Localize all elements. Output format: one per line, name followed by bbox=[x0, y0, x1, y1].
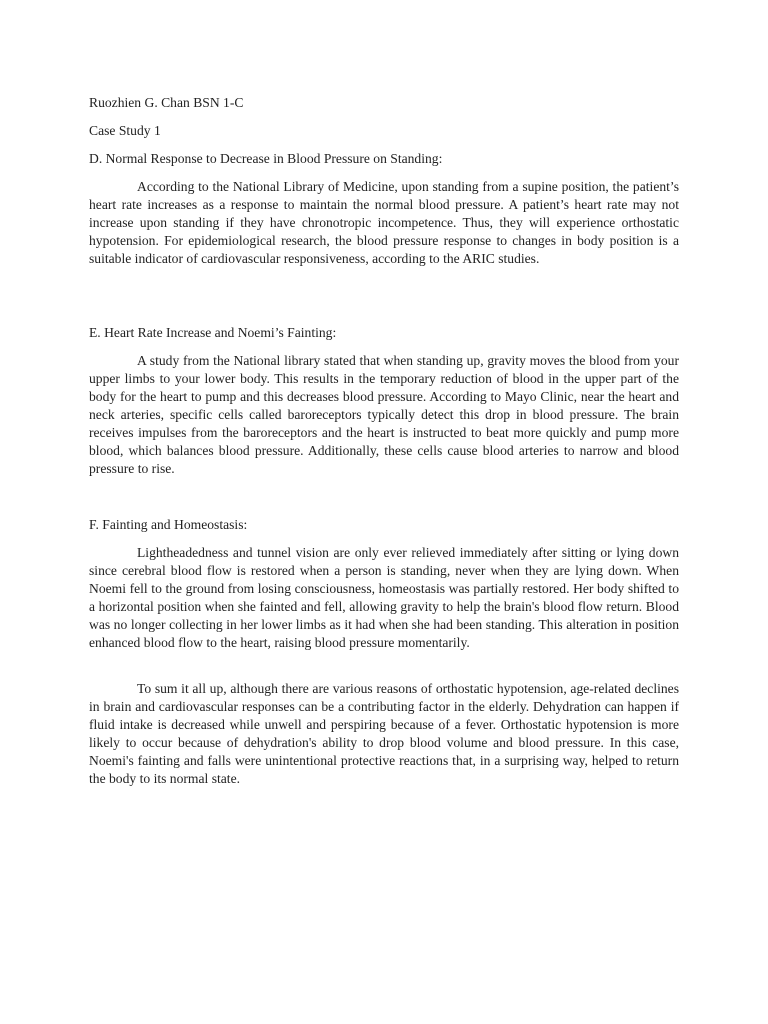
section-heading-f: F. Fainting and Homeostasis: bbox=[89, 517, 248, 532]
section-heading-d: D. Normal Response to Decrease in Blood Pressure on Standing: bbox=[89, 151, 443, 166]
section-e-paragraph-1: A study from the National library stated that when standing up, gravity moves the blood from your upper limbs to your lower body. This results in the temporary reduction of blood in the upper part of the body for the heart to pump and this decreases blood pressure. According to Mayo Clinic, near the heart and neck arteries, specific cells called baroreceptors typically detect this drop in blood pressure. The brain receives impulses from the baroreceptors and the heart is instructed to beat more quickly and pump more blood, which balances blood pressure. Additionally, these cells cause blood arteries to narrow and blood pressure to rise. bbox=[89, 353, 679, 476]
section-f-paragraph-2: To sum it all up, although there are various reasons of orthostatic hypotension, age-related declines in brain and cardiovascular responses can be a contributing factor in the elderly. Dehydration can happen if fluid intake is decreased while unwell and perspiring because of a fever. Orthostatic hypotension is more likely to occur because of dehydration's ability to drop blood volume and blood pressure. In this case, Noemi's fainting and falls were unintentional protective reactions that, in a surprising way, helped to return the body to its normal state. bbox=[89, 681, 679, 786]
section-heading-e: E. Heart Rate Increase and Noemi’s Fainting: bbox=[89, 325, 337, 340]
case-study-title: Case Study 1 bbox=[89, 123, 161, 138]
section-f-paragraph-1: Lightheadedness and tunnel vision are only ever relieved immediately after sitting or lying down since cerebral blood flow is restored when a person is standing, never when they are lying down. When Noemi fell to the ground from losing consciousness, homeostasis was partially restored. Her body shifted to a horizontal position when she fainted and fell, allowing gravity to help the brain's blood flow return. Blood was no longer collecting in her lower limbs as it had when she had been standing. This alteration in position enhanced blood flow to the heart, raising blood pressure momentarily. bbox=[89, 545, 679, 650]
author-line: Ruozhien G. Chan BSN 1-C bbox=[89, 95, 244, 110]
section-d-paragraph-1: According to the National Library of Medicine, upon standing from a supine position, the patient’s heart rate increases as a response to maintain the normal blood pressure. A patient’s heart rate may not increase upon standing if they have chronotropic incompetence. Thus, they will experience orthostatic hypotension. For epidemiological research, the blood pressure response to changes in body position is a suitable indicator of cardiovascular responsiveness, according to the ARIC studies. bbox=[89, 179, 679, 266]
